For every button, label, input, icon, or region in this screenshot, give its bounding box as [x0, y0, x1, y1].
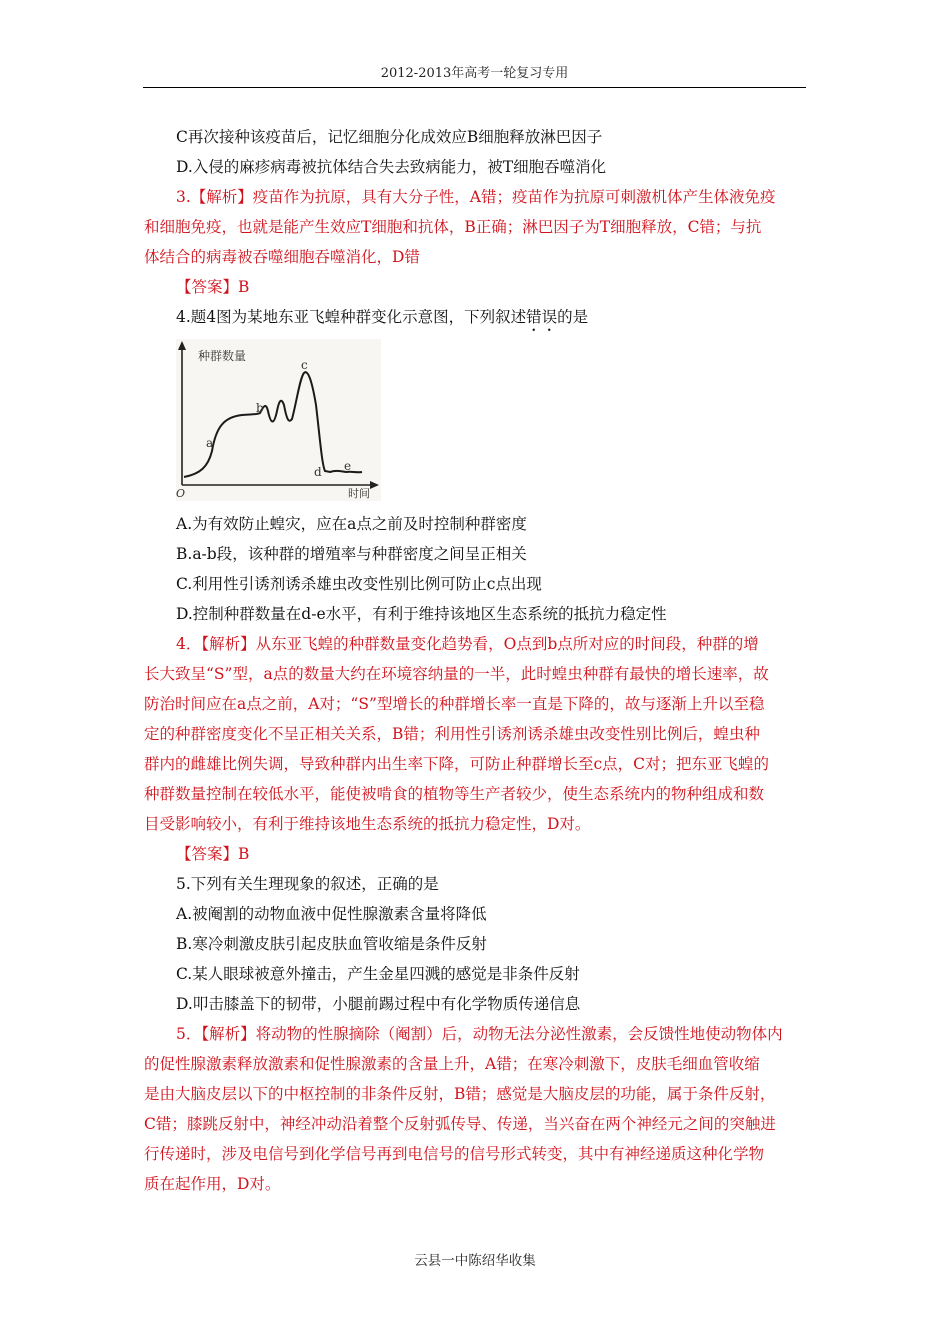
point-c-label: c — [301, 358, 308, 372]
q3-analysis-line: 疫苗作为抗原，具有大分子性，A错；疫苗作为抗原可刺激机体产生体液免疫 — [252, 188, 776, 206]
q3-answer-text: 【答案】B — [176, 278, 250, 296]
q3-analysis-line: 体结合的病毒被吞噬细胞吞噬消化，D错 — [144, 248, 420, 266]
q4-analysis-line: 目受影响较小，有利于维持该地生态系统的抵抗力稳定性，D对。 — [144, 815, 591, 833]
y-axis-arrow — [178, 341, 186, 350]
q5-stem: 5.下列有关生理现象的叙述，正确的是 — [176, 875, 439, 893]
q4-stem — [144, 302, 808, 335]
q3-option-c: C再次接种该疫苗后，记忆细胞分化成效应B细胞释放淋巴因子 — [176, 128, 603, 146]
origin-label: O — [176, 487, 186, 500]
q4-analysis-line: 长大致呈“S”型，a点的数量大约在环境容纳量的一半，此时蝗虫种群有最快的增长速率，故 — [144, 665, 769, 683]
q3-option-d: D.入侵的麻疹病毒被抗体结合失去致病能力，被T细胞吞噬消化 — [176, 158, 607, 176]
q4-stem-emphasis: 错误 — [526, 308, 558, 326]
q5-analysis-line: 的促性腺激素释放激素和促性腺激素的含量上升，A错；在寒冷刺激下，皮肤毛细血管收缩 — [144, 1055, 760, 1073]
q5-analysis-line: 将动物的性腺摘除（阉割）后，动物无法分泌性激素，会反馈性地使动物体内 — [255, 1025, 783, 1043]
q4-analysis-line: 防治时间应在a点之前，A对；“S”型增长的种群增长率一直是下降的，故与逐渐上升以至稳 — [144, 695, 765, 713]
q5-analysis-line: 是由大脑皮层以下的中枢控制的非条件反射，B错；感觉是大脑皮层的功能，属于条件反射， — [144, 1085, 776, 1103]
q4-option-b: B.a-b段，该种群的增殖率与种群密度之间呈正相关 — [176, 545, 527, 563]
q4-stem-text-end: 的是 — [557, 308, 589, 326]
point-b-label: b — [256, 401, 264, 415]
q4-answer-text: 【答案】B — [176, 845, 250, 863]
q4-analysis-line: 从东亚飞蝗的种群数量变化趋势看，O点到b点所对应的时间段，种群的增 — [255, 635, 759, 653]
q5-analysis-head: 5．【解析】 — [176, 1025, 256, 1043]
q4-analysis-line: 定的种群密度变化不呈正相关关系，B错；利用性引诱剂诱杀雄虫改变性别比例后，蝗虫种 — [144, 725, 760, 743]
page-footer: 云县一中陈绍华收集 — [414, 1253, 536, 1269]
population-curve-diagram — [176, 339, 381, 501]
point-a-label: a — [206, 436, 214, 450]
document-body — [144, 122, 808, 1199]
q3-analysis-head: 3.【解析】 — [176, 188, 253, 206]
x-axis-label: 时间 — [348, 487, 370, 500]
population-curve — [184, 372, 362, 477]
q5-option-a: A.被阉割的动物血液中促性腺激素含量将降低 — [176, 905, 487, 923]
y-axis-label: 种群数量 — [198, 349, 247, 363]
q3-analysis-line: 和细胞免疫，也就是能产生效应T细胞和抗体，B正确；淋巴因子为T细胞释放，C错；与抗 — [144, 218, 762, 236]
q4-option-d: D.控制种群数量在d-e水平，有利于维持该地区生态系统的抵抗力稳定性 — [176, 605, 667, 623]
q5-analysis-line — [144, 1169, 808, 1199]
q5-option-b: B.寒冷刺激皮肤引起皮肤血管收缩是条件反射 — [176, 935, 487, 953]
q3-analysis — [144, 182, 808, 212]
q5-analysis — [144, 1019, 808, 1049]
q4-analysis — [144, 629, 808, 659]
q4-option-a: A.为有效防止蝗灾，应在a点之前及时控制种群密度 — [176, 515, 527, 533]
page-header: 2012-2013年高考一轮复习专用 — [143, 62, 806, 88]
q5-analysis-last: 质在起作用，D对。 — [144, 1175, 281, 1193]
q4-option-c: C.利用性引诱剂诱杀雄虫改变性别比例可防止c点出现 — [176, 575, 542, 593]
q5-analysis-line: C错；膝跳反射中，神经冲动沿着整个反射弧传导、传递，当兴奋在两个神经元之间的突触进 — [144, 1115, 776, 1133]
q3-answer — [144, 272, 808, 302]
q4-analysis-line: 种群数量控制在较低水平，能使被啃食的植物等生产者较少，使生态系统内的物种组成和数 — [144, 785, 765, 803]
q4-analysis-line: 群内的雌雄比例失调，导致种群内出生率下降，可防止种群增长至c点，C对；把东亚飞蝗的 — [144, 755, 770, 773]
population-change-figure — [176, 339, 381, 501]
q4-answer — [144, 839, 808, 869]
q4-analysis-head: 4．【解析】 — [176, 635, 256, 653]
x-axis-arrow — [370, 481, 379, 489]
q5-analysis-line: 行传递时，涉及电信号到化学信号再到电信号的信号形式转变，其中有神经递质这种化学物 — [144, 1145, 765, 1163]
q4-stem-text: 4.题4图为某地东亚飞蝗种群变化示意图，下列叙述 — [176, 308, 527, 326]
q5-option-d: D.叩击膝盖下的韧带，小腿前踢过程中有化学物质传递信息 — [176, 995, 581, 1013]
point-d-label: d — [314, 465, 322, 479]
point-e-label: e — [344, 459, 352, 473]
q5-option-c: C.某人眼球被意外撞击，产生金星四溅的感觉是非条件反射 — [176, 965, 580, 983]
